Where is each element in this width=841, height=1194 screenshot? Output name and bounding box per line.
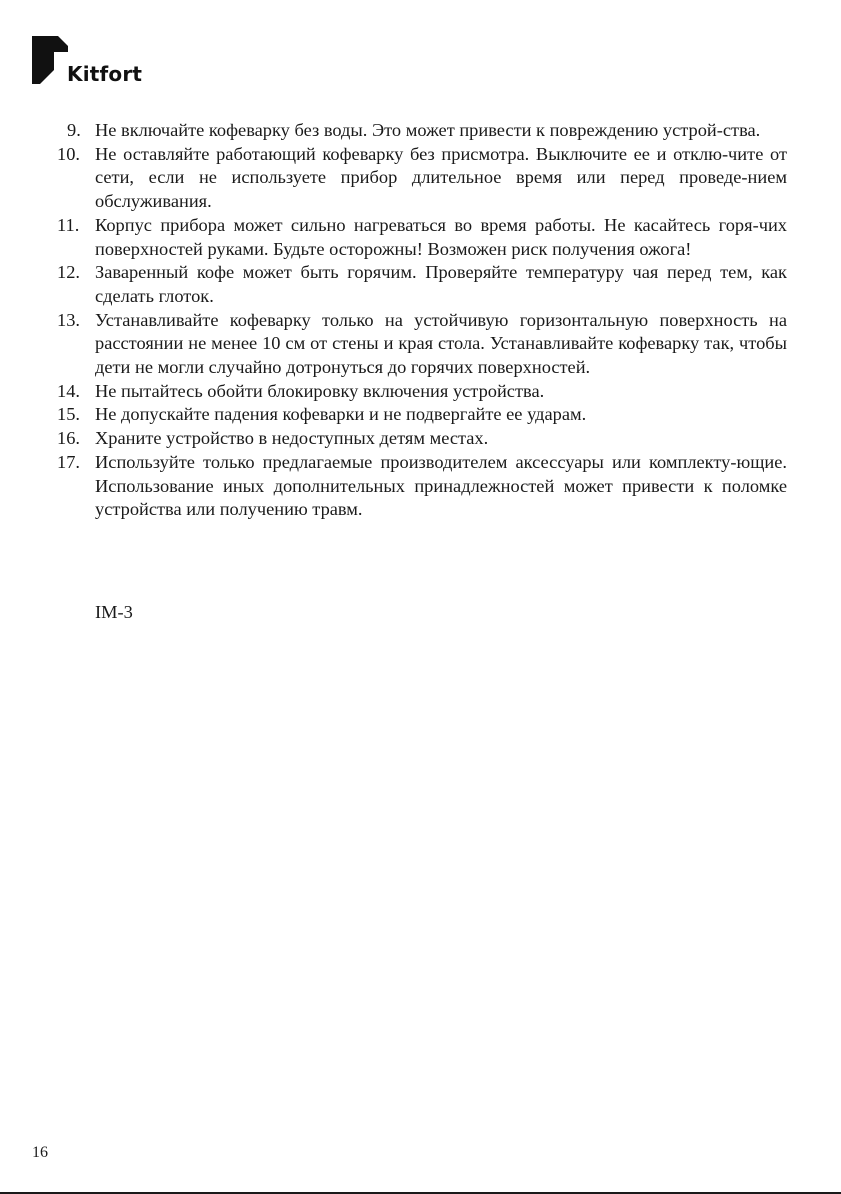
- item-text: Устанавливайте кофеварку только на устойчивую горизонтальную поверхность на расстоянии не менее 10 см от стены и края стола. Устанавливайте кофеварку так, чтобы дети не могли случайно дотронуться до горячих поверхностей.: [95, 309, 787, 378]
- list-item: [57, 261, 787, 308]
- brand-name: Kitfort: [67, 62, 143, 86]
- item-number: 16.: [57, 428, 80, 449]
- item-number: 9.: [67, 120, 81, 140]
- list-item: [57, 143, 787, 214]
- item-number: 15.: [57, 404, 80, 425]
- list-item: [57, 380, 787, 404]
- item-number: 10.: [57, 143, 80, 164]
- item-number: 11.: [57, 214, 80, 235]
- page-number: 16: [32, 1144, 48, 1161]
- item-number: 14.: [57, 380, 80, 401]
- item-number: 13.: [57, 309, 80, 330]
- item-text: Не включайте кофеварку без воды. Это может привести к повреждению устрой-ства.: [95, 120, 761, 140]
- list-item: [57, 427, 787, 451]
- list-item: [57, 119, 787, 143]
- item-number: 12.: [57, 262, 80, 283]
- safety-instructions-list: [57, 119, 787, 522]
- item-text: Заваренный кофе может быть горячим. Проверяйте температуру чая перед тем, как сделать глоток.: [95, 262, 787, 306]
- list-item: [57, 214, 787, 261]
- item-text: Не допускайте падения кофеварки и не подвергайте ее ударам.: [95, 404, 587, 425]
- item-text: Используйте только предлагаемые производителем аксессуары или комплекту-ющие. Использование иных дополнительных принадлежностей может привести к поломке устройства или получению травм.: [95, 451, 787, 520]
- item-text: Не оставляйте работающий кофеварку без присмотра. Выключите ее и отклю-чите от сети, если не используете прибор длительное время или перед проведе-нием обслуживания.: [95, 143, 787, 212]
- kitfort-logo: [32, 36, 142, 86]
- item-text: Корпус прибора может сильно нагреваться во время работы. Не касайтесь горя-чих поверхностей руками. Будьте осторожны! Возможен риск получения ожога!: [95, 214, 787, 259]
- item-text: Храните устройство в недоступных детям местах.: [95, 428, 489, 449]
- item-number: 17.: [57, 451, 80, 472]
- list-item: [57, 403, 787, 427]
- list-item: [57, 309, 787, 380]
- item-text: Не пытайтесь обойти блокировку включения устройства.: [95, 380, 545, 401]
- kitfort-logo-icon: [32, 36, 70, 86]
- document-code: IM-3: [95, 602, 133, 622]
- list-item: [57, 451, 787, 522]
